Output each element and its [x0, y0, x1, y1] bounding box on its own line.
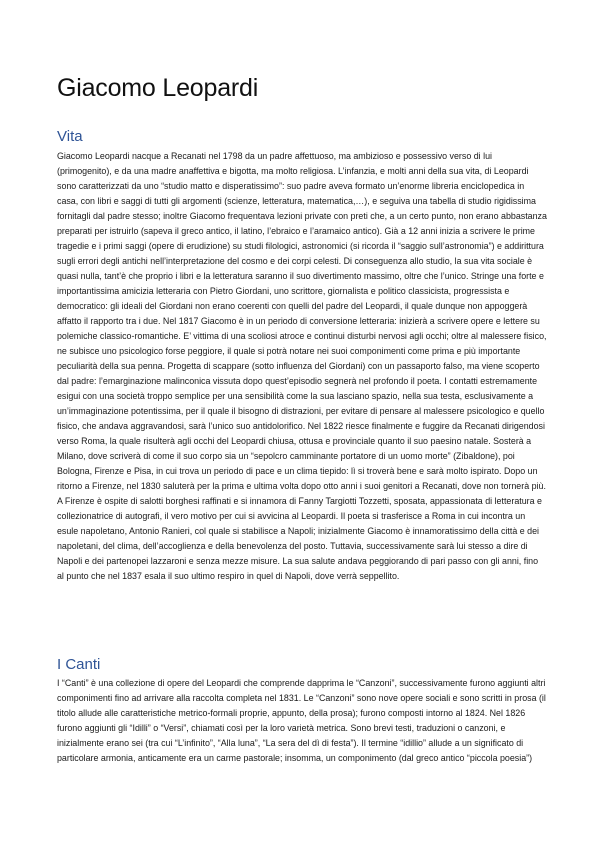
- section-paragraph-canti: I “Canti” è una collezione di opere del Leopardi che comprende dapprima le “Canzoni”, successivamente furono aggiunti altri componimenti fino ad arrivare alla raccolta completa nel 1831. Le “Canzoni” sono nove opere sociali e sono scritti in prosa (il titolo allude alle caratteristiche metrico-formali proprie, appunto, della prosa); furono composti intorno al 1824. Nel 1826 furono aggiunti gli “Idilli” o “Versi”, chiamati così per la loro varietà metrica. Sono brevi testi, traduzioni o canzoni, e inizialmente erano sei (tra cui “L’infinito”, “Alla luna”, “La sera del dì di festa”). Il termine “idillio” allude a un significato di particolare armonia, anticamente era un carme pastorale; insomma, un componimento (dal greco antico “piccola poesia”): [57, 678, 546, 763]
- page-title: Giacomo Leopardi: [57, 74, 259, 102]
- section-heading-vita: Vita: [57, 128, 83, 145]
- section-heading-canti: I Canti: [57, 656, 101, 673]
- section-paragraph-vita: Giacomo Leopardi nacque a Recanati nel 1798 da un padre affettuoso, ma ambizioso e possessivo verso di lui (primogenito), e da una madre anaffettiva e bigotta, ma molto religiosa. L’infanzia, e molti anni della sua vita, di Leopardi sono caratterizzati da uno “studio matto e disperatissimo”: suo padre aveva formato un’enorme libreria enciclopedica in casa, con libri e saggi di tutti gli argomenti (scienze, letteratura, matematica,…), e seguiva una tabella di studio rigidissima fornitagli dal padre stesso; inoltre Giacomo frequentava lezioni private con preti che, a un certo punto, non erano abbastanza preparati per istruirlo (sapeva il greco antico, il latino, l’ebraico e l’aramaico antico). Già a 12 anni inizia a scrivere le prime tragedie e i primi saggi (opere di erudizione) su studi filologici, astronomici (si ricorda il “saggio sull’astronomia”) e addirittura sugli errori degli antichi nell’interpretazione del cosmo e dei corpi celesti. Di conseguenza allo studio, la sua vita sociale è quasi nulla, tant’è che proprio i libri e la letteratura saranno il suo divertimento massimo, oltre che l’unico. Stringe una forte e importantissima amicizia letteraria con Pietro Giordani, uno scrittore, giornalista e politico classicista, progressista e democratico: gli ideali del Giordani non erano coerenti con quelli del padre del Leopardi, il quale dunque non appoggerà affatto il rapporto tra i due. Nel 1817 Giacomo è in un periodo di conversione letteraria: inizierà a scrivere opere e lettere su polemiche classico-romantiche. E’ vittima di una scoliosi atroce e continui disturbi nervosi agli occhi; oltre al malessere fisico, ne subisce uno psicologico forse peggiore, il quale si potrà notare nei suoi componimenti come prima e più importante peculiarità della sua penna. Progetta di scappare (sotto influenza del Giordani) con un passaporto falso, ma viene scoperto dal padre: l’emarginazione malinconica vissuta dopo quest’episodio segnerà nel profondo il poeta. I contatti estremamente esigui con una società troppo semplice per una sensibilità come la sua lasciano spazio, nella sua testa, esclusivamente a un’immaginazione potentissima, per il quale il bisogno di distrazioni, per evitare di pensare al malessere psicologico e quello fisico, che andava aggravandosi, sarà l’unico suo antidolorifico. Nel 1822 riesce finalmente e fuggire da Recanati dirigendosi verso Roma, la quale risulterà agli occhi del Leopardi chiusa, ottusa e provinciale quanto il suo paesino natale. Sosterà a Milano, dove scriverà di come il suo corpo sia un “sepolcro camminante portatore di un uomo morte” (Zibaldone), poi Bologna, Firenze e Pisa, in cui trova un periodo di pace e un clima tiepido: lì si troverà bene e sarà molto ispirato. Dopo un ritorno a Firenze, nel 1830 saluterà per la prima e ultima volta dopo otto anni i suoi genitori a Recanati, dove non tornerà più. A Firenze è ospite di salotti borghesi raffinati e si innamora di Fanny Targiotti Tozzetti, sposata, appassionata di letteratura e collezionatrice di autografi, il vero motivo per cui si avvicina al Leopardi. Il poeta si trasferisce a Roma in cui incontra un esule napoletano, Antonio Ranieri, col quale si stabilisce a Napoli; inizialmente Giacomo è innamoratissimo della città e dei napoletani, del clima, dell’accoglienza e della benevolenza del posto. Tuttavia, successivamente sarà lui stesso a dire di Napoli e dei partenopei lazzaroni e senza mezze misure. La sua salute andava peggiorando di pari passo con gli anni, fino al punto che nel 1837 esala il suo ultimo respiro in quel di Napoli, dove verrà seppellito.: [57, 151, 547, 581]
